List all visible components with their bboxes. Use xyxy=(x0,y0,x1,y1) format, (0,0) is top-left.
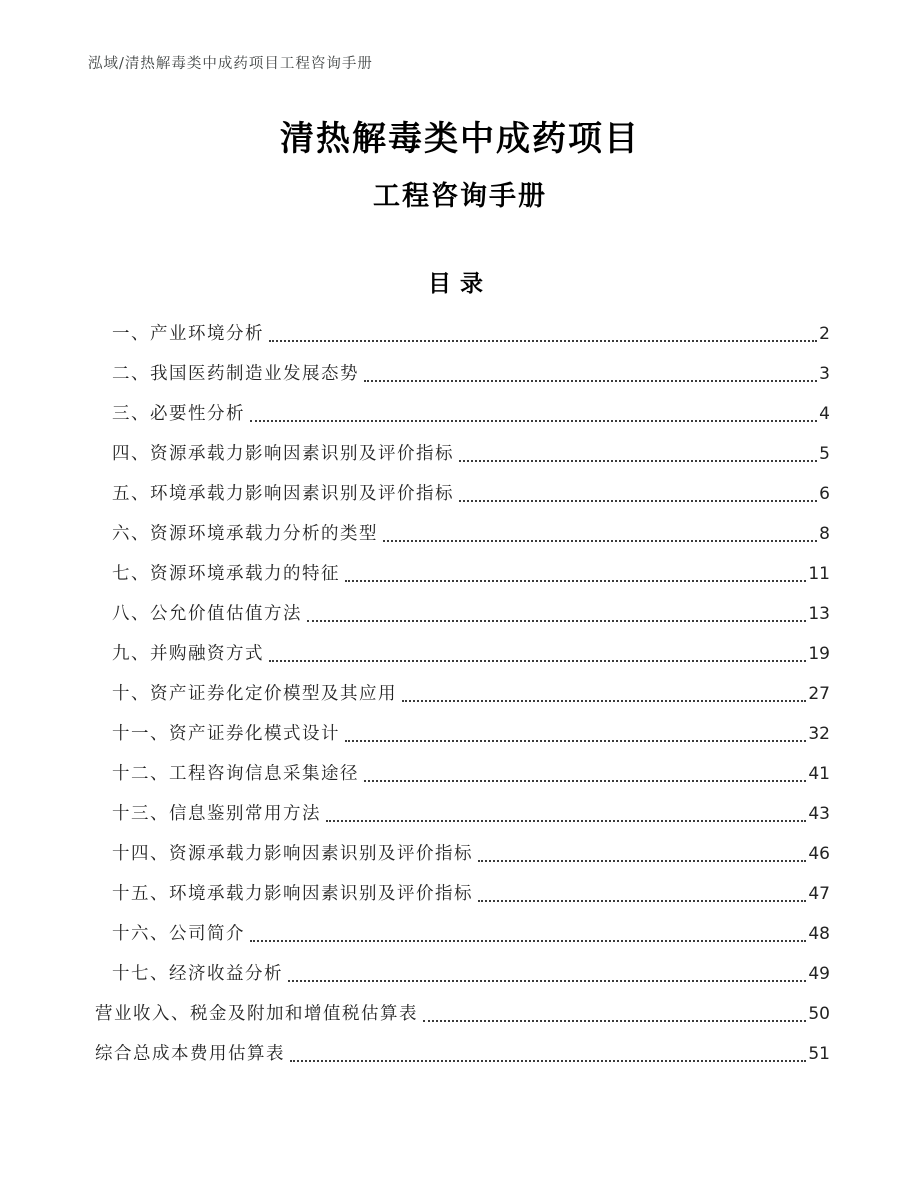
page-header-running-title: 泓域/清热解毒类中成药项目工程咨询手册 xyxy=(88,56,373,72)
toc-entry-label: 五、环境承载力影响因素识别及评价指标 xyxy=(112,484,454,504)
toc-entry[interactable] xyxy=(88,354,830,394)
toc-dot-leader xyxy=(250,420,817,422)
toc-dot-leader xyxy=(364,780,806,782)
toc-dot-leader xyxy=(478,900,806,902)
toc-entry-page: 5 xyxy=(819,444,830,464)
toc-entry-page: 19 xyxy=(808,644,830,664)
toc-entry-label: 七、资源环境承载力的特征 xyxy=(112,564,340,584)
toc-entry[interactable] xyxy=(88,594,830,634)
title-block xyxy=(0,117,920,215)
toc-entry[interactable] xyxy=(88,834,830,874)
toc-entry[interactable] xyxy=(88,1034,830,1074)
toc-dot-leader xyxy=(290,1060,806,1062)
toc-entry-label: 十一、资产证券化模式设计 xyxy=(112,724,340,744)
toc-entry-page: 47 xyxy=(808,884,830,904)
toc-entry[interactable] xyxy=(88,714,830,754)
toc-entry-page: 13 xyxy=(808,604,830,624)
toc-entry[interactable] xyxy=(88,954,830,994)
toc-list xyxy=(88,314,830,1074)
toc-entry-page: 2 xyxy=(819,324,830,344)
toc-entry[interactable] xyxy=(88,474,830,514)
toc-entry-label: 十五、环境承载力影响因素识别及评价指标 xyxy=(112,884,473,904)
toc-entry-label: 二、我国医药制造业发展态势 xyxy=(112,364,359,384)
toc-entry-label: 三、必要性分析 xyxy=(112,404,245,424)
toc-entry-page: 4 xyxy=(819,404,830,424)
toc-dot-leader xyxy=(307,620,806,622)
toc-entry-label: 六、资源环境承载力分析的类型 xyxy=(112,524,378,544)
toc-dot-leader xyxy=(345,740,806,742)
toc-entry-label: 十七、经济收益分析 xyxy=(112,964,283,984)
document-subtitle: 工程咨询手册 xyxy=(373,181,547,212)
toc-entry-page: 11 xyxy=(808,564,830,584)
toc-dot-leader xyxy=(326,820,806,822)
toc-entry-page: 6 xyxy=(819,484,830,504)
toc-entry-page: 43 xyxy=(808,804,830,824)
toc-entry-page: 41 xyxy=(808,764,830,784)
toc-entry[interactable] xyxy=(88,634,830,674)
toc-dot-leader xyxy=(288,980,806,982)
toc-entry[interactable] xyxy=(88,674,830,714)
toc-entry-label: 十四、资源承载力影响因素识别及评价指标 xyxy=(112,844,473,864)
toc-entry[interactable] xyxy=(88,754,830,794)
toc-entry[interactable] xyxy=(88,314,830,354)
toc-dot-leader xyxy=(250,940,806,942)
toc-entry-label: 十、资产证券化定价模型及其应用 xyxy=(112,684,397,704)
toc-dot-leader xyxy=(459,460,817,462)
toc-entry-label: 四、资源承载力影响因素识别及评价指标 xyxy=(112,444,454,464)
toc-dot-leader xyxy=(383,540,817,542)
toc-entry[interactable] xyxy=(88,914,830,954)
toc-entry[interactable] xyxy=(88,394,830,434)
toc-entry-label: 九、并购融资方式 xyxy=(112,644,264,664)
toc-entry-page: 50 xyxy=(808,1004,830,1024)
toc-dot-leader xyxy=(402,700,806,702)
toc-entry-page: 27 xyxy=(808,684,830,704)
toc-entry-page: 49 xyxy=(808,964,830,984)
toc-dot-leader xyxy=(423,1020,806,1022)
toc-entry-page: 48 xyxy=(808,924,830,944)
toc-dot-leader xyxy=(459,500,817,502)
toc-entry-page: 32 xyxy=(808,724,830,744)
toc-entry-label: 营业收入、税金及附加和增值税估算表 xyxy=(95,1004,418,1024)
toc-entry-page: 8 xyxy=(819,524,830,544)
toc-dot-leader xyxy=(478,860,806,862)
toc-entry-page: 46 xyxy=(808,844,830,864)
toc-entry-label: 十六、公司简介 xyxy=(112,924,245,944)
toc-entry[interactable] xyxy=(88,994,830,1034)
toc-entry-label: 一、产业环境分析 xyxy=(112,324,264,344)
toc-entry[interactable] xyxy=(88,794,830,834)
toc-entry-label: 十三、信息鉴别常用方法 xyxy=(112,804,321,824)
toc-entry-label: 八、公允价值估值方法 xyxy=(112,604,302,624)
toc-entry-label: 十二、工程咨询信息采集途径 xyxy=(112,764,359,784)
toc-dot-leader xyxy=(345,580,806,582)
toc-entry-label: 综合总成本费用估算表 xyxy=(95,1044,285,1064)
toc-entry-page: 51 xyxy=(808,1044,830,1064)
toc-dot-leader xyxy=(364,380,817,382)
toc-dot-leader xyxy=(269,340,817,342)
document-title: 清热解毒类中成药项目 xyxy=(280,119,640,159)
toc-entry-page: 3 xyxy=(819,364,830,384)
toc-entry[interactable] xyxy=(88,514,830,554)
toc-dot-leader xyxy=(269,660,806,662)
toc-heading: 目录 xyxy=(428,270,492,297)
toc-entry[interactable] xyxy=(88,554,830,594)
toc-entry[interactable] xyxy=(88,434,830,474)
toc-entry[interactable] xyxy=(88,874,830,914)
